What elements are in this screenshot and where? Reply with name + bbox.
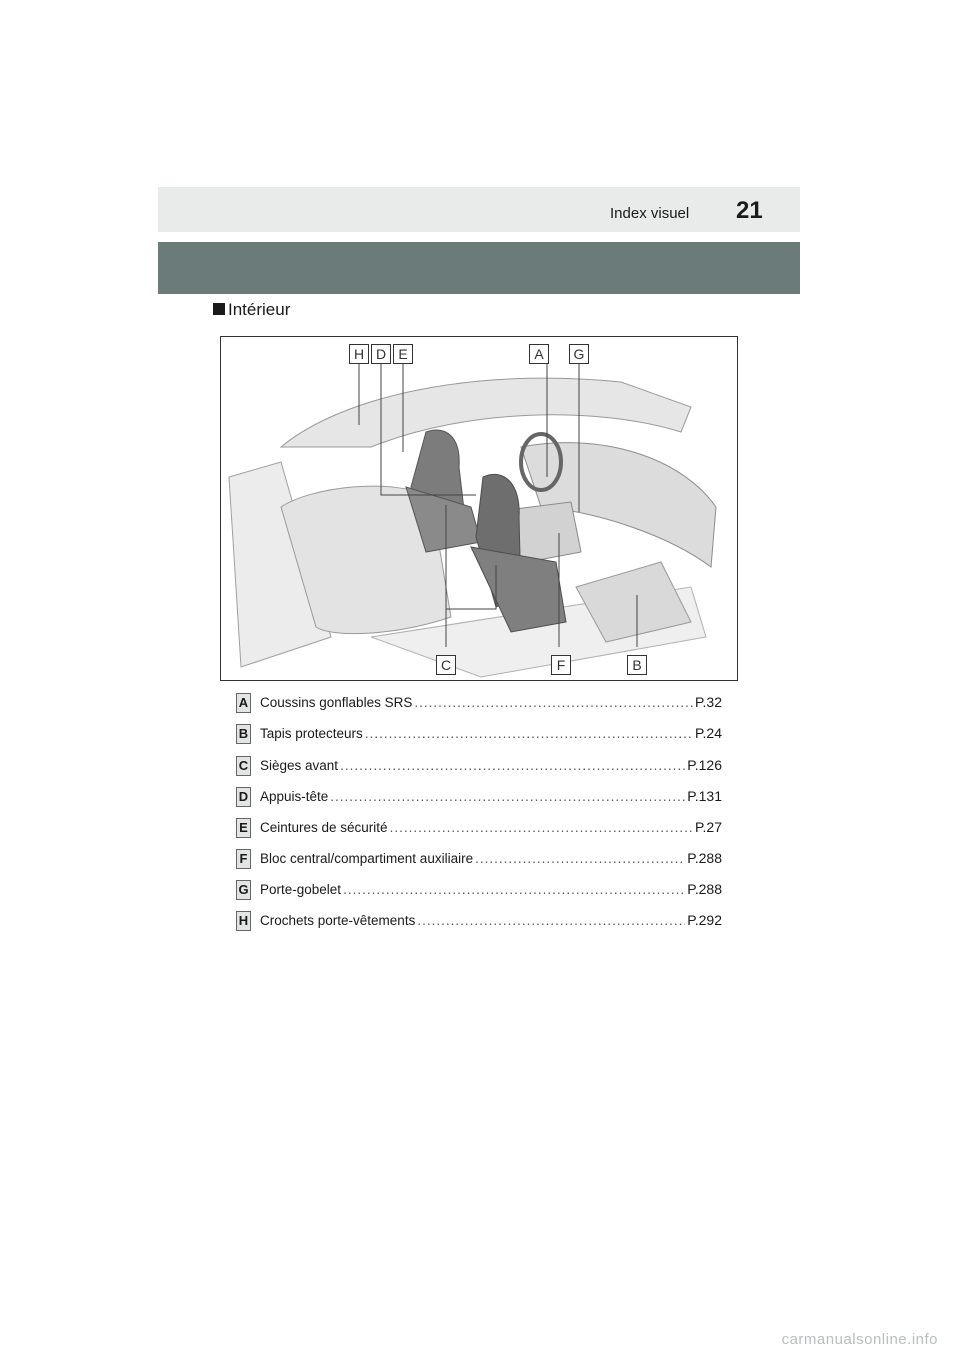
section-heading xyxy=(213,300,290,320)
list-item xyxy=(236,880,722,900)
list-item xyxy=(236,787,722,807)
item-label: Appuis-tête xyxy=(260,789,329,804)
page-reference[interactable]: P.292 xyxy=(687,912,722,928)
callout-bottom-1: C xyxy=(436,655,456,675)
page-reference[interactable]: P.131 xyxy=(687,788,722,804)
header-section-title: Index visuel xyxy=(610,205,690,222)
item-label: Ceintures de sécurité xyxy=(260,820,388,835)
item-letter: E xyxy=(236,818,251,838)
list-item xyxy=(236,756,722,776)
item-letter: D xyxy=(236,787,251,807)
callout-top-3: E xyxy=(393,344,413,364)
watermark: carmanualsonline.info xyxy=(781,1331,938,1348)
car-interior-drawing xyxy=(221,337,738,681)
item-letter: B xyxy=(236,724,251,744)
item-label: Bloc central/compartiment auxiliaire xyxy=(260,851,474,866)
page-reference[interactable]: P.288 xyxy=(687,850,722,866)
title-band xyxy=(158,242,800,294)
page-reference[interactable]: P.288 xyxy=(687,881,722,897)
page-reference[interactable]: P.126 xyxy=(687,757,722,773)
header-bar xyxy=(158,187,800,232)
item-letter: H xyxy=(236,911,251,931)
list-item xyxy=(236,724,722,744)
item-label: Crochets porte-vêtements xyxy=(260,913,416,928)
leader-dots xyxy=(417,913,685,928)
item-label: Tapis protecteurs xyxy=(260,726,363,741)
leader-dots xyxy=(343,882,685,897)
callout-bottom-2: F xyxy=(551,655,571,675)
leader-dots xyxy=(475,851,685,866)
leader-dots xyxy=(414,695,693,710)
list-item xyxy=(236,849,722,869)
callout-top-1: H xyxy=(349,344,369,364)
leader-dots xyxy=(340,758,685,773)
page-reference[interactable]: P.24 xyxy=(695,725,722,741)
page-reference[interactable]: P.32 xyxy=(695,694,722,710)
square-bullet-icon xyxy=(213,303,225,315)
leader-dots xyxy=(330,789,685,804)
item-letter: F xyxy=(236,849,251,869)
item-letter: A xyxy=(236,693,251,713)
item-label: Porte-gobelet xyxy=(260,882,342,897)
list-item xyxy=(236,911,722,931)
item-letter: C xyxy=(236,756,251,776)
item-letter: G xyxy=(236,880,251,900)
callout-top-5: G xyxy=(569,344,589,364)
list-item xyxy=(236,818,722,838)
leader-dots xyxy=(365,726,693,741)
section-heading-text: Intérieur xyxy=(228,300,291,319)
page-number: 21 xyxy=(736,197,763,224)
callout-top-2: D xyxy=(371,344,391,364)
page-reference[interactable]: P.27 xyxy=(695,819,722,835)
item-label: Sièges avant xyxy=(260,758,339,773)
interior-illustration xyxy=(220,336,738,681)
list-item xyxy=(236,693,722,713)
callout-top-4: A xyxy=(529,344,549,364)
item-label: Coussins gonflables SRS xyxy=(260,695,413,710)
leader-dots xyxy=(390,820,693,835)
callout-bottom-3: B xyxy=(627,655,647,675)
